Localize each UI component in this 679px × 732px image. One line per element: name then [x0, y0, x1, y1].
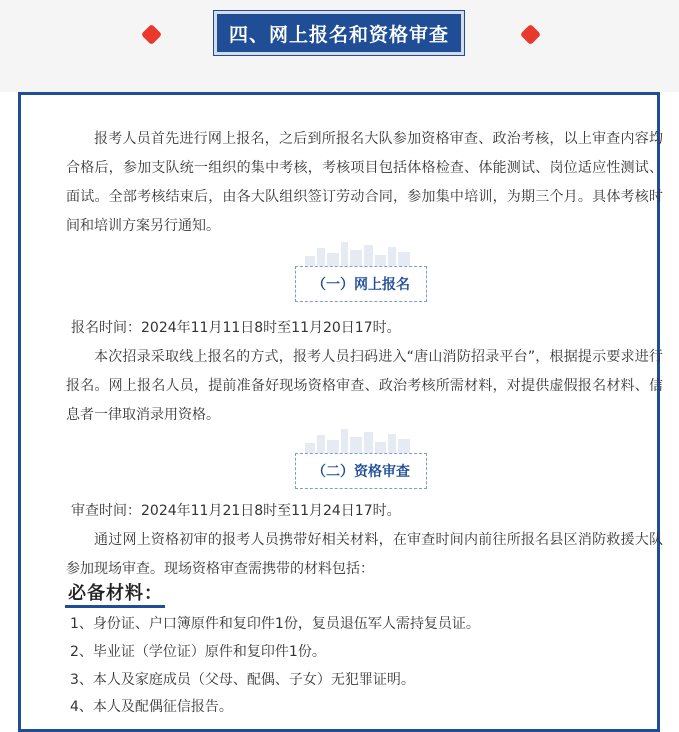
- section-title: 四、网上报名和资格审查: [214, 11, 464, 55]
- subsection-title-qualification-review: （二）资格审查: [295, 453, 427, 489]
- registration-time: 报名时间：2024年11月11日8时至11月20日17时。: [71, 320, 401, 336]
- intro-paragraph: 报考人员首先进行网上报名，之后到所报名大队参加资格审查、政治考核，以上审查内容均合格后，参加支队统一组织的集中考核，考核项目包括体格检查、体能测试、岗位适应性测试、面试。全部考核结束后，由各大队组织签订劳动合同，参加集中培训，为期三个月。具体考核时间和培训方案另行通知。: [66, 131, 663, 234]
- materials-list-item: 3、本人及家庭成员（父母、配偶、子女）无犯罪证明。: [70, 672, 415, 688]
- content-panel: [18, 92, 663, 732]
- materials-list-item: 4、本人及配偶征信报告。: [70, 699, 233, 715]
- heading-underline: [65, 605, 165, 608]
- subsection-title-online-registration: （一）网上报名: [295, 266, 427, 302]
- registration-body: 本次招录采取线上报名的方式，报考人员扫码进入“唐山消防招录平台”，根据提示要求进行报名。网上报名人员，提前准备好现场资格审查、政治考核所需材料，对提供虚假报名材料、信息者一律取消录用资格。: [66, 349, 663, 423]
- materials-list-item: 1、身份证、户口簿原件和复印件1份，复员退伍军人需持复员证。: [70, 616, 480, 632]
- required-materials-heading: 必备材料：: [68, 583, 163, 604]
- materials-list-item: 2、毕业证（学位证）原件和复印件1份。: [70, 644, 326, 660]
- review-time: 审查时间：2024年11月21日8时至11月24日17时。: [71, 503, 401, 519]
- review-body: 通过网上资格初审的报考人员携带好相关材料，在审查时间内前往所报名县区消防救援大队参加现场审查。现场资格审查需携带的材料包括：: [66, 532, 663, 577]
